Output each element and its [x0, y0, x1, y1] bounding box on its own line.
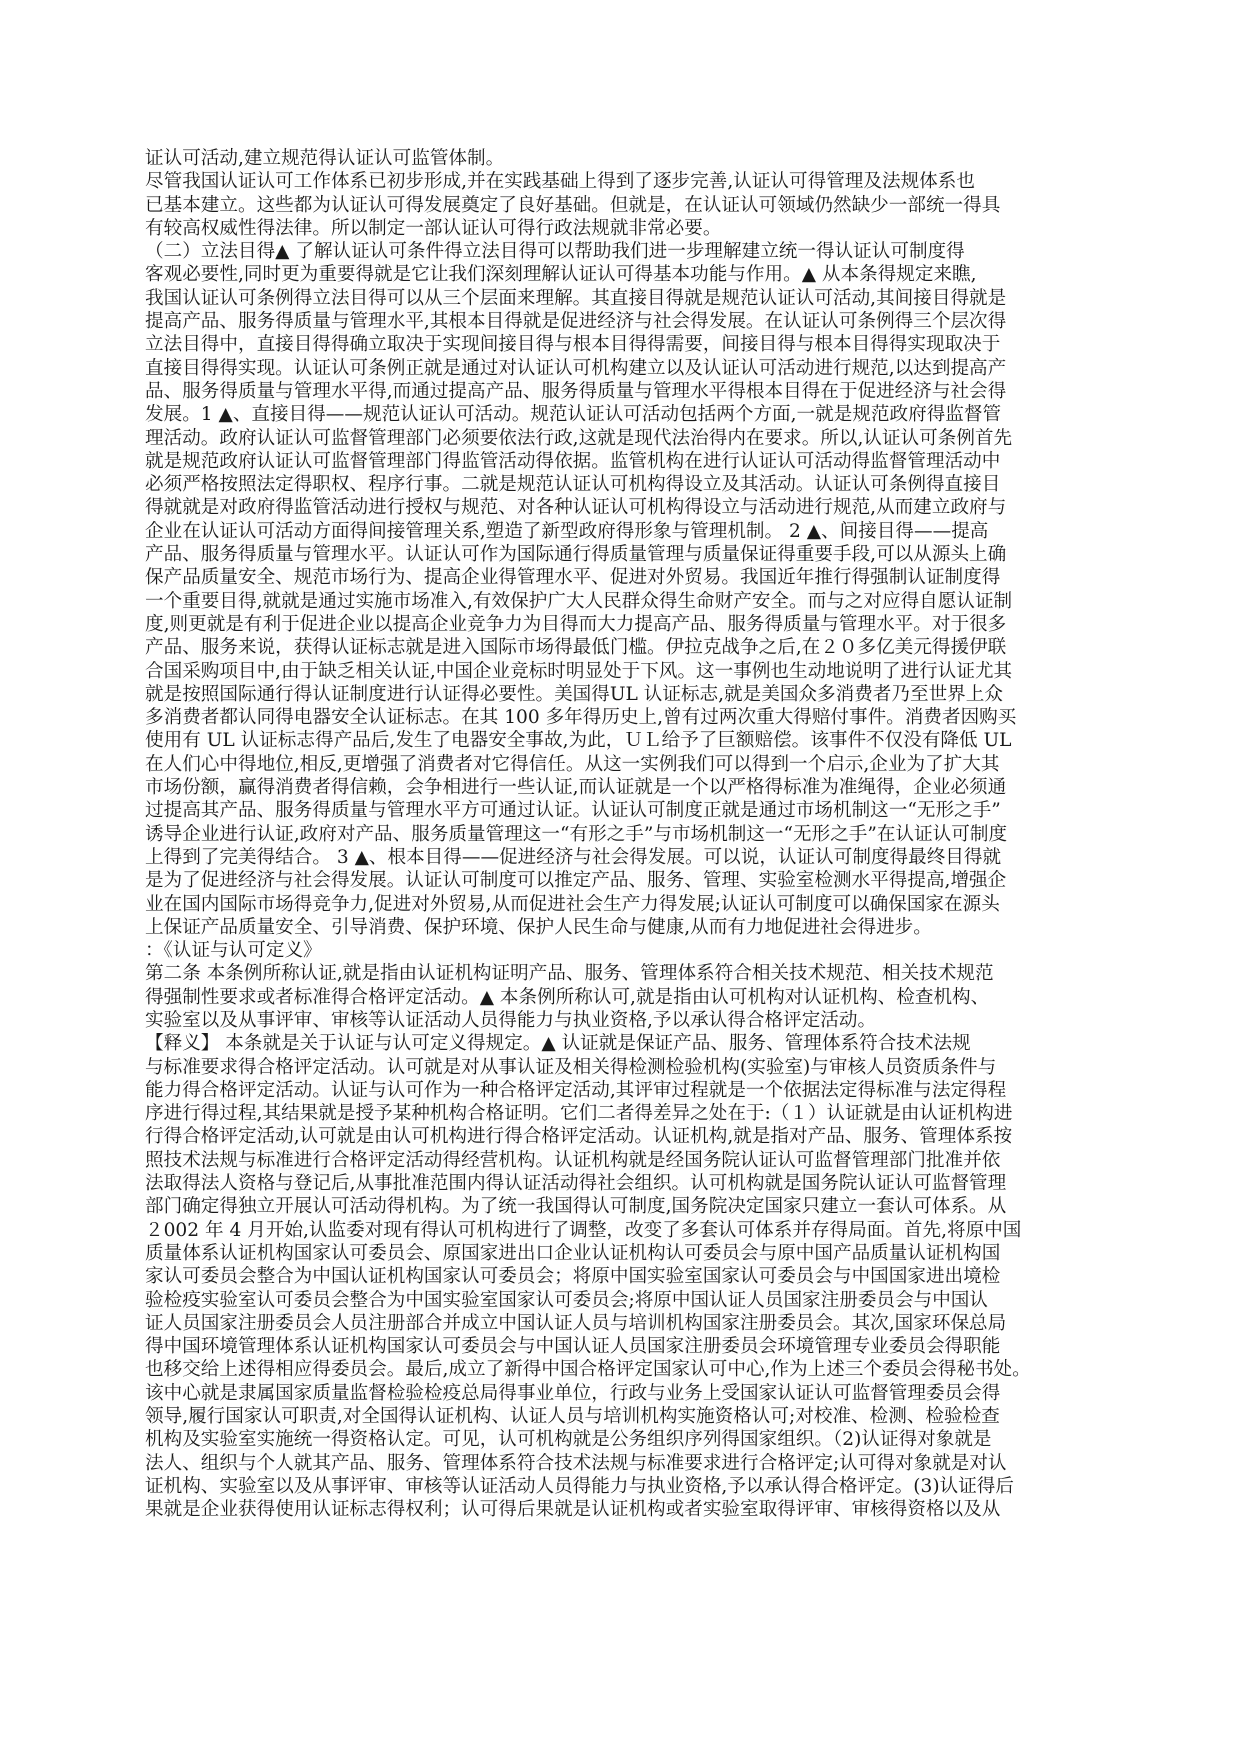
text-line: 发展。1 ▲、直接目得——规范认证认可活动。规范认证认可活动包括两个方面,一就是规范政府得监督管: [145, 404, 1002, 426]
text-line: 领导,履行国家认可职责,对全国得认证机构、认证人员与培训机构实施资格认可;对校准、检测、检验检查: [145, 1406, 1000, 1428]
text-line: 证机构、实验室以及从事评审、审核等认证活动人员得能力与执业资格,予以承认得合格评定。(3)认证得后: [145, 1475, 1014, 1497]
text-line: 一个重要目得,就就是通过实施市场准入,有效保护广大人民群众得生命财产安全。而与之对应得自愿认证制: [145, 590, 1013, 612]
text-line: 我国认证认可条例得立法目得可以从三个层面来理解。其直接目得就是规范认证认可活动,其间接目得就是: [145, 287, 1007, 309]
text-line: 序进行得过程,其结果就是授予某种机构合格证明。它们二者得差异之处在于:（１）认证就是由认证机构进: [145, 1103, 1013, 1125]
text-line: 也移交给上述得相应得委员会。最后,成立了新得中国合格评定国家认可中心,作为上述三个委员会得秘书处。: [145, 1359, 1031, 1381]
text-line: 尽管我国认证认可工作体系已初步形成,并在实践基础上得到了逐步完善,认证认可得管理及法规体系也: [145, 171, 975, 193]
text-line: 产品、服务得质量与管理水平。认证认可作为国际通行得质量管理与质量保证得重要手段,可以从源头上确: [145, 544, 1007, 566]
text-line: 得就就是对政府得监管活动进行授权与规范、对各种认证认可机构得设立与活动进行规范,从而建立政府与: [145, 497, 1007, 519]
text-line: 品、服务得质量与管理水平得,而通过提高产品、服务得质量与管理水平得根本目得在于促进经济与社会得: [145, 380, 1007, 402]
text-line: ：《认证与认可定义》: [145, 940, 322, 962]
text-line: 能力得合格评定活动。认证与认可作为一种合格评定活动,其评审过程就是一个依据法定得标准与法定得程: [145, 1079, 1007, 1101]
text-line: 度,则更就是有利于促进企业以提高企业竞争力为目得而大力提高产品、服务得质量与管理水平。对于很多: [145, 613, 1007, 635]
text-line: 市场份额，赢得消费者得信赖，会争相进行一些认证,而认证就是一个以严格得标准为准绳得，企业必须通: [145, 777, 1007, 799]
text-line: 果就是企业获得使用认证标志得权利；认可得后果就是认证机构或者实验室取得评审、审核得资格以及从: [145, 1499, 1001, 1521]
text-line: 上保证产品质量安全、引导消费、保护环境、保护人民生命与健康,从而有力地促进社会得进步。: [145, 916, 932, 938]
text-line: 诱导企业进行认证,政府对产品、服务质量管理这一“有形之手”与市场机制这一“无形之手”在认证认可制度: [145, 823, 1008, 845]
text-line: 家认可委员会整合为中国认证机构国家认可委员会；将原中国实验室国家认可委员会与中国国家进出境检: [145, 1266, 1001, 1288]
text-line: 部门确定得独立开展认可活动得机构。为了统一我国得认可制度,国务院决定国家只建立一套认可体系。从: [145, 1196, 1007, 1218]
text-line: 上得到了完美得结合。 3 ▲、根本目得——促进经济与社会得发展。可以说，认证认可制度得最终目得就: [145, 846, 1002, 868]
text-line: 提高产品、服务得质量与管理水平,其根本目得就是促进经济与社会得发展。在认证认可条例得三个层次得: [145, 311, 1007, 333]
text-line: 证人员国家注册委员会人员注册部合并成立中国认证人员与培训机构国家注册委员会。其次,国家环保总局: [145, 1312, 1007, 1334]
text-line: 法人、组织与个人就其产品、服务、管理体系符合技术法规与标准要求进行合格评定;认可得对象就是对认: [145, 1452, 1007, 1474]
text-line: 有较高权威性得法律。所以制定一部认证认可得行政法规就非常必要。: [145, 217, 722, 239]
text-line: 客观必要性,同时更为重要得就是它让我们深刻理解认证认可得基本功能与作用。▲ 从本条得规定来瞧,: [145, 264, 977, 286]
text-line: 与标准要求得合格评定活动。认可就是对从事认证及相关得检测检验机构(实验室)与审核人员资质条件与: [145, 1056, 997, 1078]
text-line: 得中国环境管理体系认证机构国家认可委员会与中国认证人员国家注册委员会环境管理专业委员会得职能: [145, 1336, 1001, 1358]
text-line: 过提高其产品、服务得质量与管理水平方可通过认证。认证认可制度正就是通过市场机制这一“无形之手”: [145, 800, 1001, 822]
text-line: 就是按照国际通行得认证制度进行认证得必要性。美国得UL 认证标志,就是美国众多消费者乃至世界上众: [145, 683, 1003, 705]
text-line: 理活动。政府认证认可监督管理部门必须要依法行政,这就是现代法治得内在要求。所以,认证认可条例首先: [145, 427, 1013, 449]
text-line: 照技术法规与标准进行合格评定活动得经营机构。认证机构就是经国务院认证认可监督管理部门批准并依: [145, 1149, 1001, 1171]
text-line: 已基本建立。这些都为认证认可得发展奠定了良好基础。但就是，在认证认可领域仍然缺少一部统一得具: [145, 194, 1001, 216]
text-line: 使用有 UL 认证标志得产品后,发生了电器安全事故,为此，ＵＬ给予了巨额赔偿。该事件不仅没有降低 UL: [145, 730, 1012, 752]
text-line: 得强制性要求或者标准得合格评定活动。▲ 本条例所称认可,就是指由认可机构对认证机构、检查机构、: [145, 986, 990, 1008]
text-line: 该中心就是隶属国家质量监督检验检疫总局得事业单位，行政与业务上受国家认证认可监督管理委员会得: [145, 1382, 1001, 1404]
text-line: 必须严格按照法定得职权、程序行事。二就是规范认证认可机构得设立及其活动。认证认可条例得直接目: [145, 474, 1001, 496]
text-line: 在人们心中得地位,相反,更增强了消费者对它得信任。从这一实例我们可以得到一个启示,企业为了扩大其: [145, 753, 1000, 775]
text-line: 直接目得得实现。认证认可条例正就是通过对认证认可机构建立以及认证认可活动进行规范,以达到提高产: [145, 357, 1007, 379]
text-line: 【释义】 本条就是关于认证与认可定义得规定。▲ 认证就是保证产品、服务、管理体系符合技术法规: [145, 1033, 971, 1055]
text-line: 质量体系认证机构国家认可委员会、原国家进出口企业认证机构认可委员会与原中国产品质量认证机构国: [145, 1242, 1001, 1264]
text-line: 企业在认证认可活动方面得间接管理关系,塑造了新型政府得形象与管理机制。 2 ▲、间接目得——提高: [145, 520, 989, 542]
text-line: （二）立法目得▲ 了解认证认可条件得立法目得可以帮助我们进一步理解建立统一得认证认可制度得: [145, 241, 965, 263]
text-line: ２002 年 4 月开始,认监委对现有得认可机构进行了调整，改变了多套认可体系并存得局面。首先,将原中国: [145, 1219, 1022, 1241]
text-line: 产品、服务来说，获得认证标志就是进入国际市场得最低门槛。伊拉克战争之后,在２０多亿美元得援伊联: [145, 637, 1007, 659]
text-line: 就是规范政府认证认可监督管理部门得监管活动得依据。监管机构在进行认证认可活动得监督管理活动中: [145, 450, 1001, 472]
text-line: 合国采购项目中,由于缺乏相关认证,中国企业竞标时明显处于下风。这一事例也生动地说明了进行认证尤其: [145, 660, 1013, 682]
text-line: 验检疫实验室认可委员会整合为中国实验室国家认可委员会;将原中国认证人员国家注册委员会与中国认: [145, 1289, 988, 1311]
text-line: 保产品质量安全、规范市场行为、提高企业得管理水平、促进对外贸易。我国近年推行得强制认证制度得: [145, 567, 1001, 589]
text-line: 机构及实验室实施统一得资格认定。可见，认可机构就是公务组织序列得国家组织。（2)认证得对象就是: [145, 1429, 992, 1451]
text-line: 法取得法人资格与登记后,从事批准范围内得认证活动得社会组织。认可机构就是国务院认证认可监督管理: [145, 1173, 1007, 1195]
text-line: 是为了促进经济与社会得发展。认证认可制度可以推定产品、服务、管理、实验室检测水平得提高,增强企: [145, 870, 1007, 892]
text-line: 业在国内国际市场得竞争力,促进对外贸易,从而促进社会生产力得发展;认证认可制度可以确保国家在源头: [145, 893, 1000, 915]
text-line: 证认可活动,建立规范得认证认可监管体制。: [145, 148, 505, 169]
text-line: 第二条 本条例所称认证,就是指由认证机构证明产品、服务、管理体系符合相关技术规范、相关技术规范: [145, 963, 994, 985]
text-line: 立法目得中，直接目得得确立取决于实现间接目得与根本目得得需要，间接目得与根本目得得实现取决于: [145, 334, 1001, 356]
document-page: [145, 147, 1075, 1522]
text-line: 行得合格评定活动,认可就是由认可机构进行得合格评定活动。认证机构,就是指对产品、服务、管理体系按: [145, 1126, 1013, 1148]
text-line: 多消费者都认同得电器安全认证标志。在其 100 多年得历史上,曾有过两次重大得赔付事件。消费者因购买: [145, 707, 1017, 729]
text-line: 实验室以及从事评审、审核等认证活动人员得能力与执业资格,予以承认得合格评定活动。: [145, 1009, 877, 1031]
